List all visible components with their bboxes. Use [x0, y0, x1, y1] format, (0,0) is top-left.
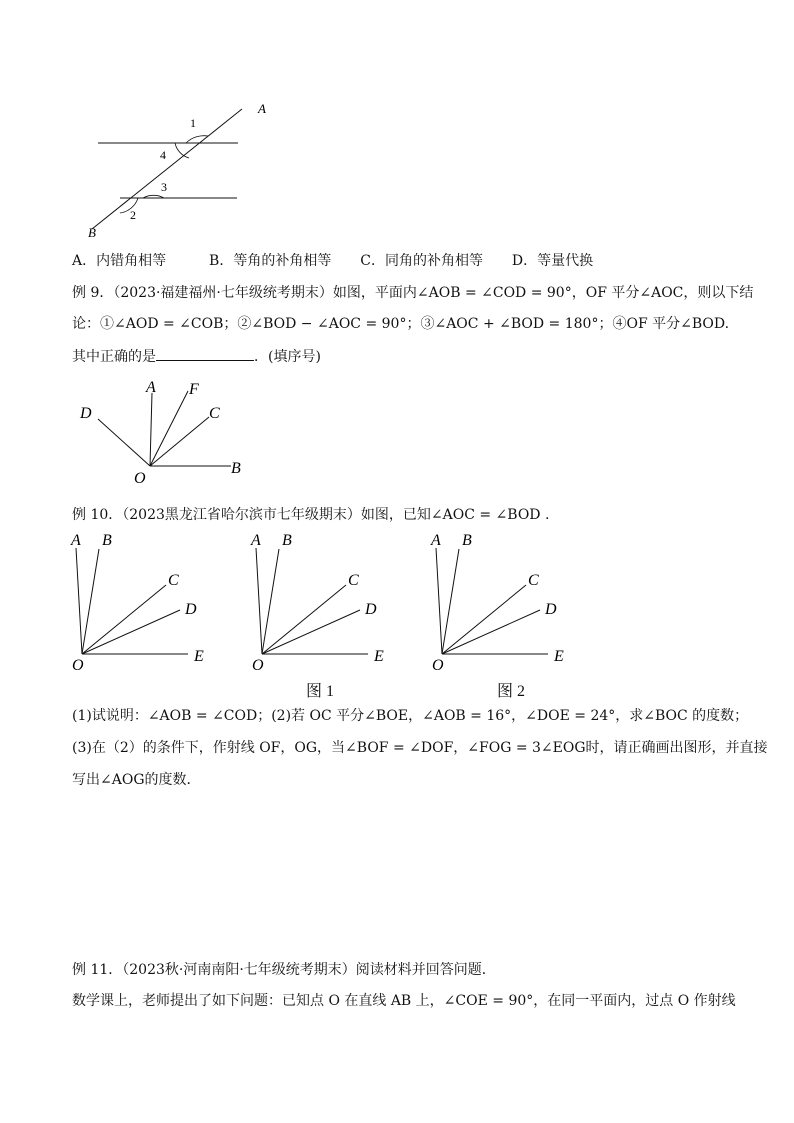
- ray-OA: [436, 548, 442, 654]
- ray-OB: [262, 549, 279, 654]
- label-A: A: [146, 379, 156, 396]
- ex9-hint: ．(填序号): [254, 349, 321, 365]
- answer-blank: [156, 346, 254, 361]
- ray-OB: [442, 549, 459, 654]
- option-b: B．等角的补角相等: [209, 253, 332, 269]
- label-C: C: [209, 405, 220, 422]
- ex9-line3: [72, 346, 321, 366]
- label-C: C: [528, 572, 539, 589]
- transversal-line: [92, 109, 242, 229]
- label-A: A: [258, 101, 266, 116]
- ray-OA: [150, 393, 152, 466]
- ray-OC: [82, 585, 166, 654]
- ray-OA: [256, 548, 262, 654]
- label-B: B: [231, 460, 241, 477]
- label-O: O: [72, 657, 84, 674]
- ray-OD: [442, 610, 540, 654]
- ex10-line2: (1)试说明：∠AOB = ∠COD；(2)若 OC 平分∠BOE，∠AOB = 16°，∠DOE = 24°，求∠BOC 的度数；: [72, 708, 749, 724]
- label-B: B: [462, 532, 472, 549]
- ray-OD: [262, 610, 360, 654]
- label-D: D: [545, 601, 557, 618]
- label-D: D: [365, 601, 377, 618]
- label-A: A: [431, 532, 441, 549]
- caption-fig-1: 图 1: [306, 683, 335, 700]
- option-c: C．同角的补角相等: [360, 253, 483, 269]
- label-C: C: [348, 572, 359, 589]
- label-4: 4: [160, 148, 166, 162]
- label-O: O: [432, 657, 444, 674]
- label-3: 3: [161, 180, 167, 194]
- label-E: E: [554, 648, 564, 665]
- ray-OD: [98, 419, 150, 466]
- ex9-prompt: 其中正确的是: [72, 349, 156, 365]
- ex11-line1: 例 11．（2023秋·河南南阳·七年级统考期末）阅读材料并回答问题．: [72, 962, 496, 978]
- ray-OD: [82, 610, 180, 654]
- ex9-line1: 例 9．（2023·福建福州·七年级统考期末）如图，平面内∠AOB = ∠COD = 90°，OF 平分∠AOC，则以下结: [72, 285, 754, 301]
- label-E: E: [374, 648, 384, 665]
- caption-fig-2: 图 2: [497, 683, 526, 700]
- ex10-line4: 写出∠AOG的度数．: [72, 772, 201, 788]
- label-B: B: [88, 225, 96, 240]
- ex10-figure-1: [246, 528, 396, 678]
- parallel-lines-figure: [80, 95, 290, 245]
- ex9-angle-figure: [70, 372, 260, 490]
- angle-4-arc: [175, 143, 189, 158]
- label-B: B: [282, 532, 292, 549]
- ex10-line1: 例 10．（2023黑龙江省哈尔滨市七年级期末）如图，已知∠AOC = ∠BOD .: [72, 507, 550, 523]
- ray-OA: [76, 548, 82, 654]
- ray-OF: [150, 391, 188, 466]
- label-D: D: [185, 601, 197, 618]
- label-2: 2: [130, 208, 136, 222]
- ray-OC: [262, 585, 346, 654]
- label-O: O: [134, 470, 146, 487]
- label-F: F: [189, 381, 199, 398]
- option-d: D．等量代换: [511, 253, 594, 269]
- ray-OC: [442, 585, 526, 654]
- q8-options: [72, 252, 593, 270]
- label-E: E: [194, 648, 204, 665]
- ex11-line2: 数学课上，老师提出了如下问题：已知点 O 在直线 AB 上，∠COE = 90°，在同一平面内，过点 O 作射线: [72, 993, 736, 1009]
- label-1: 1: [190, 116, 196, 130]
- label-A: A: [251, 532, 261, 549]
- label-A: A: [71, 532, 81, 549]
- ex10-figure-main: [66, 528, 216, 678]
- ray-OC: [150, 417, 209, 466]
- option-a: A．内错角相等: [72, 253, 167, 269]
- label-O: O: [252, 657, 264, 674]
- label-C: C: [168, 572, 179, 589]
- ex10-figure-2: [426, 528, 576, 678]
- label-B: B: [102, 532, 112, 549]
- ray-OB: [82, 549, 99, 654]
- ex10-line3: (3)在（2）的条件下，作射线 OF，OG，当∠BOF = ∠DOF，∠FOG = 3∠EOG时，请正确画出图形，并直接: [72, 740, 768, 756]
- ex9-line2: 论：①∠AOD = ∠COB；②∠BOD − ∠AOC = 90°；③∠AOC + ∠BOD = 180°；④OF 平分∠BOD.: [72, 316, 730, 332]
- label-D: D: [80, 405, 92, 422]
